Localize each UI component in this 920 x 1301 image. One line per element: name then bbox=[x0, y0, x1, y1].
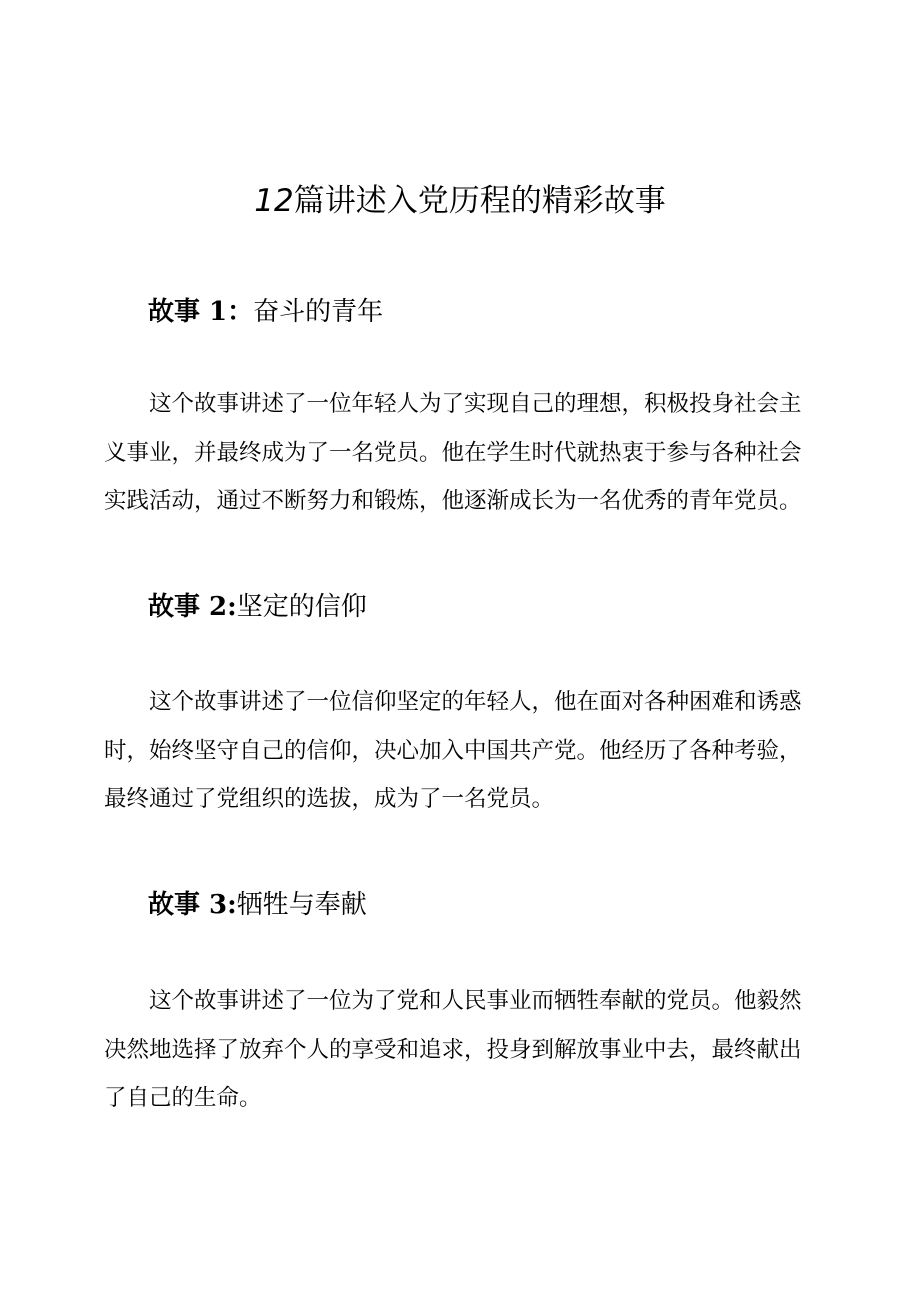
document-title bbox=[0, 178, 920, 224]
section-paragraph-1 bbox=[104, 380, 820, 526]
section-heading-1 bbox=[148, 292, 848, 332]
document-title-text: 篇讲述入党历程的精彩故事 bbox=[293, 183, 666, 219]
section-title-2: 坚定的信仰 bbox=[236, 592, 367, 622]
paragraph-line: 这个故事讲述了一位信仰坚定的年轻人，他在面对各种困难和诱惑 bbox=[149, 689, 802, 715]
paragraph-line: 了自己的生命。 bbox=[104, 1085, 262, 1111]
paragraph-line: 时，始终坚守自己的信仰，决心加入中国共产党。他经历了各种考验， bbox=[104, 737, 802, 764]
section-heading-3 bbox=[148, 885, 848, 925]
section-label-1: 故事 1： bbox=[148, 297, 254, 327]
section-paragraph-3 bbox=[104, 977, 820, 1123]
section-label-3: 故事 3: bbox=[148, 890, 237, 920]
paragraph-line: 决然地选择了放弃个人的享受和追求，投身到解放事业中去，最终献出 bbox=[104, 1036, 802, 1063]
paragraph-line: 这个故事讲述了一位年轻人为了实现自己的理想，积极投身社会主 bbox=[149, 391, 802, 417]
section-paragraph-2 bbox=[104, 678, 820, 824]
paragraph-line: 实践活动，通过不断努力和锻炼，他逐渐成长为一名优秀的青年党员。 bbox=[104, 488, 802, 514]
section-label-2: 故事 2: bbox=[148, 592, 237, 622]
paragraph-line: 最终通过了党组织的选拔，成为了一名党员。 bbox=[104, 786, 555, 812]
paragraph-line: 义事业，并最终成为了一名党员。他在学生时代就热衷于参与各种社会 bbox=[104, 439, 802, 466]
section-heading-2 bbox=[148, 587, 848, 627]
document-title-number: 12 bbox=[254, 183, 294, 219]
section-title-1: 奋斗的青年 bbox=[253, 297, 384, 327]
paragraph-line: 这个故事讲述了一位为了党和人民事业而牺牲奉献的党员。他毅然 bbox=[149, 988, 802, 1014]
section-title-3: 牺牲与奉献 bbox=[236, 890, 367, 920]
